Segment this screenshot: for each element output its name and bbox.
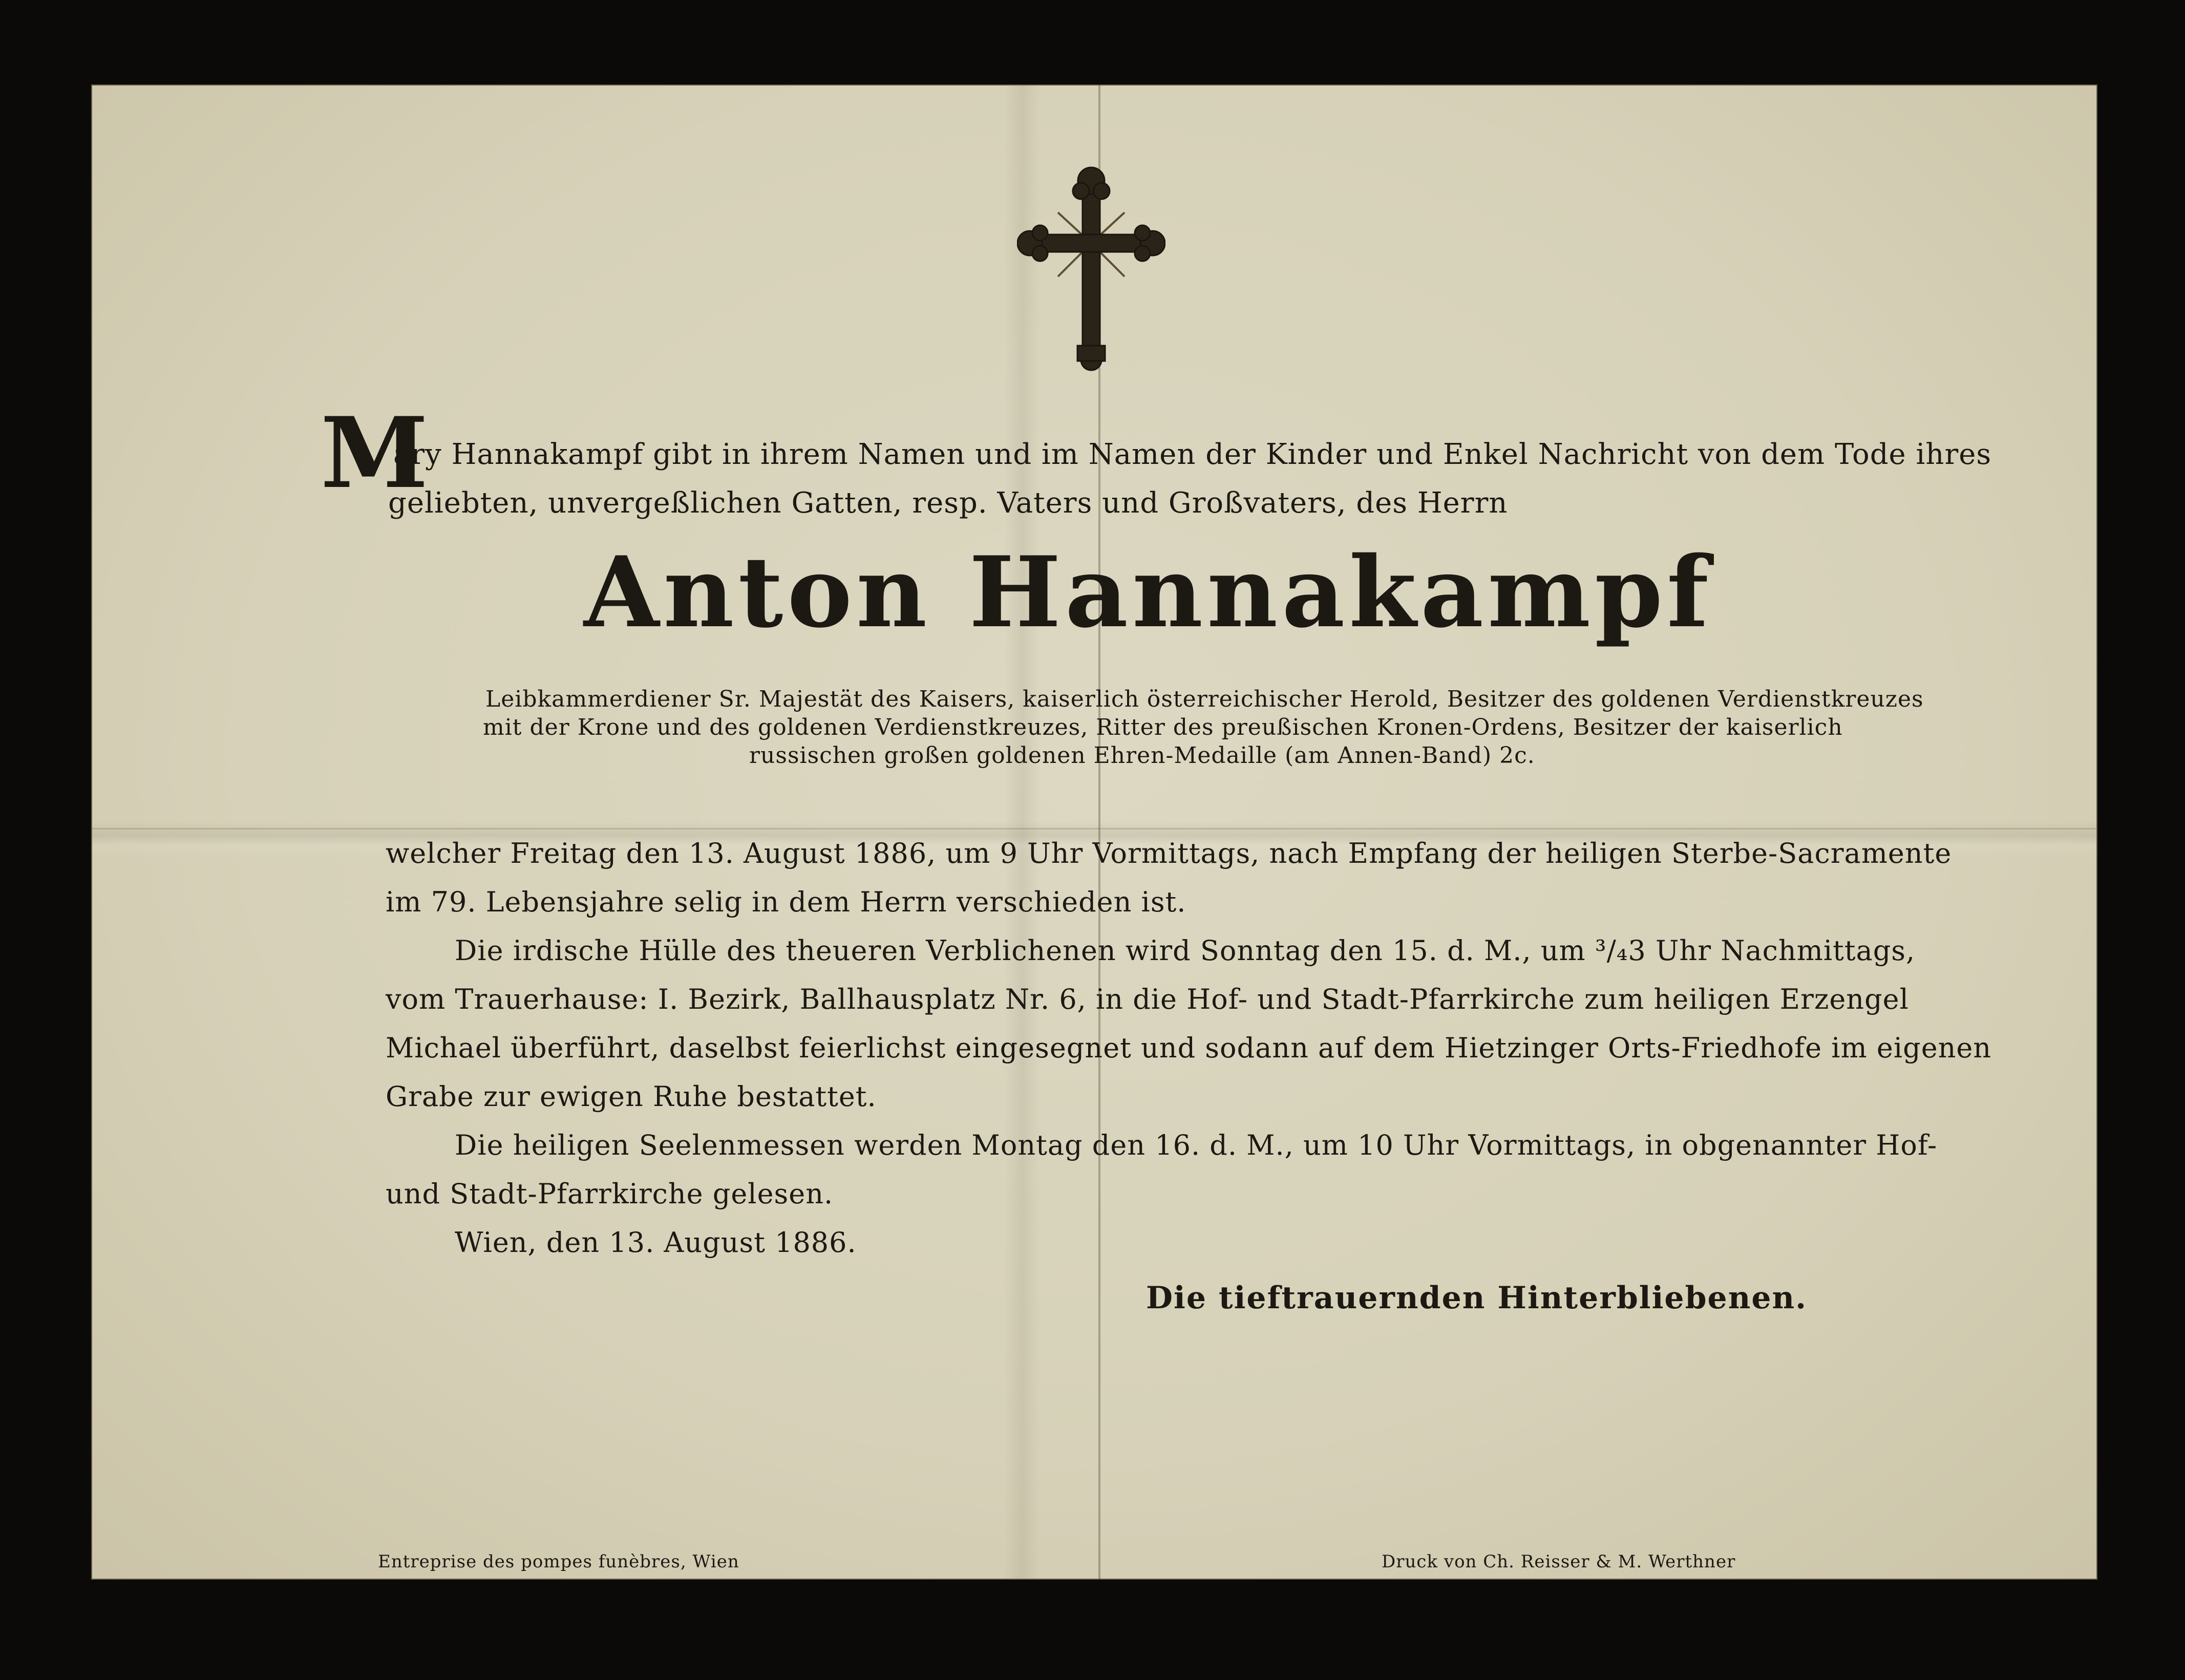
body-line-3: Die irdische Hülle des theueren Verblichenen wird Sonntag den 15. d. M., um ³/₄3 Uhr Nachmittags,: [455, 934, 1916, 967]
cross-icon: [1017, 166, 1165, 371]
body-line-6: Grabe zur ewigen Ruhe bestattet.: [386, 1080, 877, 1113]
deceased-name: Anton Hannakampf: [584, 535, 1713, 649]
signature: Die tieftrauernden Hinterbliebenen.: [1146, 1280, 1808, 1316]
body-line-7: Die heiligen Seelenmessen werden Montag den 16. d. M., um 10 Uhr Vormittags, in obgenannter Hof-: [455, 1129, 1938, 1161]
date-line: Wien, den 13. August 1886.: [455, 1226, 857, 1259]
footer-printer: Druck von Ch. Reisser & M. Werthner: [1382, 1551, 1736, 1572]
body-line-2: im 79. Lebensjahre selig in dem Herrn verschieden ist.: [386, 886, 1186, 918]
body-line-4: vom Trauerhause: I. Bezirk, Ballhausplatz Nr. 6, in die Hof- und Stadt-Pfarrkirche zum heiligen Erzengel: [386, 983, 1909, 1015]
horizontal-fold-crease: [91, 828, 2097, 830]
body-line-5: Michael überführt, daselbst feierlichst eingesegnet und sodann auf dem Hietzinger Orts-Friedhofe im eigenen: [386, 1032, 1992, 1064]
drop-cap: M: [321, 396, 429, 510]
intro-line-2: geliebten, unvergeßlichen Gatten, resp. Vaters und Großvaters, des Herrn: [388, 486, 1508, 520]
body-line-1: welcher Freitag den 13. August 1886, um 9 Uhr Vormittags, nach Empfang der heiligen Sterbe-Sacramente: [386, 837, 1952, 869]
titles-line-3: russischen großen goldenen Ehren-Medaille (am Annen-Band) 2c.: [749, 742, 1535, 769]
titles-line-2: mit der Krone und des goldenen Verdienstkreuzes, Ritter des preußischen Kronen-Ordens, Besitzer der kaiserlich: [483, 714, 1843, 740]
footer-undertaker: Entreprise des pompes funèbres, Wien: [378, 1551, 739, 1572]
death-notice-sheet: [91, 84, 2097, 1580]
intro-line-1: ary Hannakampf gibt in ihrem Namen und im Namen der Kinder und Enkel Nachricht von dem Tode ihres: [393, 438, 1992, 471]
body-line-8: und Stadt-Pfarrkirche gelesen.: [386, 1178, 834, 1210]
titles-line-1: Leibkammerdiener Sr. Majestät des Kaisers, kaiserlich österreichischer Herold, Besitzer des goldenen Verdienstkreuzes: [485, 686, 1924, 712]
